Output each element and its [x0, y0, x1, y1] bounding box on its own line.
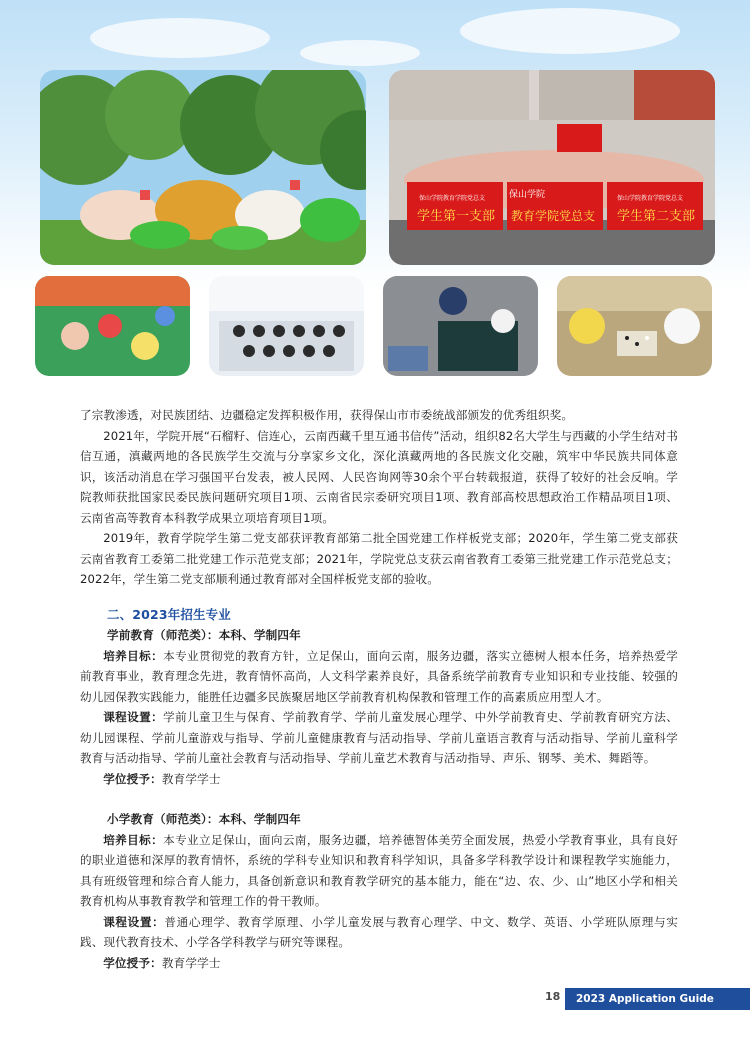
major-goal: [80, 646, 678, 708]
banner-middle: 教育学院党总支: [511, 209, 596, 223]
cloud-decoration: [460, 8, 680, 54]
goal-text: 本专业立足保山，面向云南，服务边疆，培养德智体美劳全面发展，热爱小学教育事业，具有良好的职业道德和深厚的教育情怀，系统的学科专业知识和教育科学知识，具备多学科教学设计和课程教学实施能力，具有班级管理和综合育人能力，具备创新意识和教育教学研究的基本能力，能在“边、农、少、山”地区小学和相关教育机构从事教育教学和管理工作的骨干教师。: [80, 832, 678, 908]
courses-text: 学前儿童卫生与保育、学前教育学、学前儿童发展心理学、中外学前教育史、学前教育研究方法、幼儿园课程、学前儿童游戏与指导、学前儿童健康教育与活动指导、学前儿童语言教育与活动指导、学前儿童科学教育与活动指导、学前儿童社会教育与活动指导、学前儿童艺术教育与活动指导、声乐、钢琴、美术、舞蹈等。: [80, 710, 678, 765]
paragraph: 2021年，学院开展“石榴籽、信连心，云南西藏千里互通书信传”活动，组织82名大学生与西藏的小学生结对书信互通，滇藏两地的各民族学生交流与分享家乡文化，深化滇藏两地的各民族文化交融，筑牢中华民族共同体意识，该活动消息在学习强国平台发表，被人民网、人民咨询网等30余个平台转载报道，获得了较好的社会反响。学院教师获批国家民委民族问题研究项目1项、云南省民宗委研究项目1项、教育部高校思想政治工作精品项目1项、云南省高等教育本科教学成果立项培育项目1项。: [80, 428, 678, 525]
courses-label: 课程设置：: [103, 710, 164, 724]
degree-label: 学位授予：: [103, 955, 162, 970]
banner-left-top: 保山学院教育学院党总支: [419, 195, 486, 202]
courses-label: 课程设置：: [103, 914, 165, 929]
goal-label: 培养目标：: [103, 648, 164, 663]
courses-text: 普通心理学、教育学原理、小学儿童发展与教育心理学、中文、数学、英语、小学班队原理与实践、现代教育技术、小学各学科教学与研究等课程。: [80, 914, 678, 949]
major-courses: [80, 707, 678, 769]
major-goal: [80, 830, 678, 912]
banner-left: 学生第一支部: [417, 209, 496, 224]
degree-text: 教育学学士: [161, 955, 221, 970]
spacer: [80, 789, 678, 809]
photo-pupils-group: [209, 276, 364, 376]
banner-right: 学生第二支部: [617, 209, 696, 224]
section-title: 二、2023年招生专业: [107, 606, 231, 622]
photo-culture-group: [40, 70, 366, 265]
paragraph: 2019年，教育学院学生第二党支部获评教育部第二批全国党建工作样板党支部；2020年，学生第二党支部获云南省教育工委第二批党建工作示范党支部；2021年，学院党总支获云南省教育工委第三批党建工作示范党总支；2022年，学生第二党支部顺利通过教育部对全国样板党支部的验收。: [80, 531, 678, 586]
paragraph: 了宗教渗透，对民族团结、边疆稳定发挥积极作用，获得保山市市委统战部颁发的优秀组织奖。: [80, 408, 574, 422]
photo-letter-writing: [383, 276, 538, 376]
photo-chess-activity: [557, 276, 712, 376]
photo-kindergarten: [35, 276, 190, 376]
cloud-decoration: [90, 18, 270, 58]
goal-text: 本专业贯彻党的教育方针，立足保山，面向云南，服务边疆，落实立德树人根本任务，培养热爱学前教育事业，教育理念先进，教育情怀高尚，人文科学素养良好，具备系统学前教育专业知识和专业技能、较强的幼儿园保教实践能力，能胜任边疆多民族聚居地区学前教育机构保教和管理工作的高素质应用型人才。: [80, 648, 678, 704]
guide-label-bar: 2023 Application Guide: [565, 988, 750, 1010]
major-degree: [80, 769, 678, 790]
major-degree: [80, 953, 678, 974]
major-courses: [80, 912, 678, 953]
degree-label: 学位授予：: [103, 771, 162, 786]
banner-middle-top: 保山学院: [509, 190, 546, 200]
degree-text: 教育学学士: [161, 771, 221, 786]
major-heading-preschool: 学前教育（师范类）：本科、学制四年: [107, 628, 301, 642]
goal-label: 培养目标：: [103, 832, 164, 847]
cloud-decoration: [300, 40, 420, 66]
main-text: [80, 405, 678, 973]
page-footer: [545, 988, 750, 1010]
photo-party-branch: [389, 70, 715, 265]
major-heading-primary: 小学教育（师范类）：本科、学制四年: [107, 812, 301, 826]
page-number: 18: [545, 990, 561, 1003]
banner-right-top: 保山学院教育学院党总支: [617, 195, 684, 202]
